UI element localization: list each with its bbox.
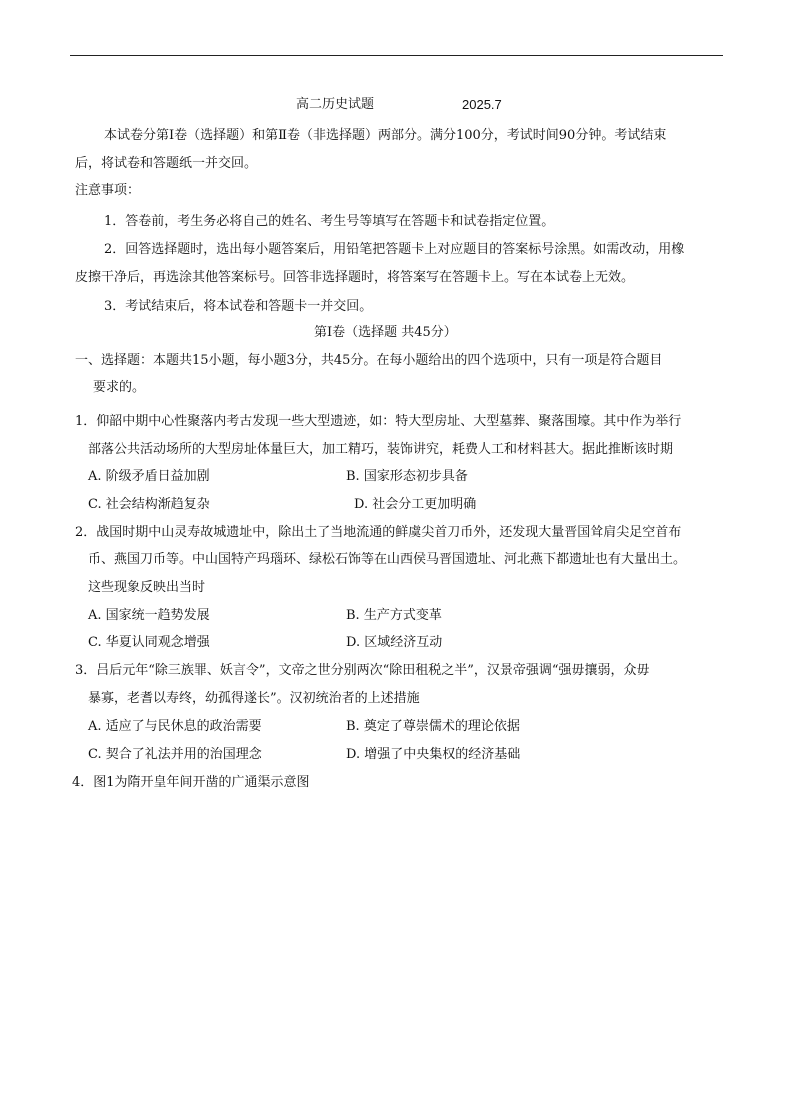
note-2-line-1: 2．回答选择题时，选出每小题答案后，用铅笔把答题卡上对应题目的答案标号涂黑。如需改动，用橡	[104, 242, 685, 257]
exam-title: 高二历史试题	[296, 97, 375, 112]
notes-heading: 注意事项：	[75, 183, 141, 198]
section-heading: 第Ⅰ卷（选择题 共45分）	[314, 325, 457, 340]
exam-date: 2025.7	[462, 97, 502, 112]
question-3-option-d: D. 增强了中央集权的经济基础	[346, 747, 521, 762]
note-3: 3．考试结束后，将本试卷和答题卡一并交回。	[104, 299, 373, 314]
question-1-option-b: B. 国家形态初步具备	[346, 469, 468, 484]
question-1-line-1: 1．仰韶中期中心性聚落内考古发现一些大型遗迹，如：特大型房址、大型墓葬、聚落围壕。其中作为举行	[75, 414, 682, 429]
question-2-option-a: A. 国家统一趋势发展	[88, 608, 210, 623]
question-4-line-1: 4．图1为隋开皇年间开凿的广通渠示意图	[72, 775, 310, 790]
section-instructions-line-1: 一、选择题：本题共15小题，每小题3分，共45分。在每小题给出的四个选项中，只有一项是符合题目	[75, 353, 663, 368]
header-rule	[70, 55, 723, 56]
question-2-line-1: 2．战国时期中山灵寿故城遗址中，除出土了当地流通的鲜虞尖首刀币外，还发现大量晋国耸肩尖足空首布	[75, 525, 682, 540]
question-2-option-d: D. 区域经济互动	[346, 635, 443, 650]
intro-line-1: 本试卷分第Ⅰ卷（选择题）和第Ⅱ卷（非选择题）两部分。满分100分，考试时间90分钟。考试结束	[104, 128, 667, 143]
question-2-line-3: 这些现象反映出当时	[88, 580, 206, 595]
note-2-line-2: 皮擦干净后，再选涂其他答案标号。回答非选择题时，将答案写在答题卡上。写在本试卷上无效。	[75, 270, 635, 285]
question-3-option-c: C. 契合了礼法并用的治国理念	[88, 747, 262, 762]
question-2-option-b: B. 生产方式变革	[346, 608, 442, 623]
question-2-line-2: 币、燕国刀币等。中山国特产玛瑙环、绿松石饰等在山西侯马晋国遗址、河北燕下都遗址也有大量出土。	[88, 552, 687, 567]
question-1-option-a: A. 阶级矛盾日益加剧	[88, 469, 210, 484]
question-3-line-2: 暴寡，老耆以寿终，幼孤得遂长”。汉初统治者的上述措施	[88, 691, 420, 706]
note-1: 1．答卷前，考生务必将自己的姓名、考生号等填写在答题卡和试卷指定位置。	[104, 214, 555, 229]
intro-line-2: 后，将试卷和答题纸一并交回。	[75, 156, 258, 171]
question-1-option-d: D. 社会分工更加明确	[354, 497, 477, 512]
section-instructions-line-2: 要求的。	[93, 380, 146, 395]
question-3-option-a: A. 适应了与民休息的政治需要	[88, 719, 262, 734]
question-1-line-2: 部落公共活动场所的大型房址体量巨大，加工精巧，装饰讲究，耗费人工和材料甚大。据此推断该时期	[88, 442, 674, 457]
question-2-option-c: C. 华夏认同观念增强	[88, 635, 210, 650]
question-3-line-1: 3．吕后元年“除三族罪、妖言令”，文帝之世分别两次“除田租税之半”，汉景帝强调“强毋攘弱，众毋	[75, 663, 650, 678]
question-3-option-b: B. 奠定了尊崇儒术的理论依据	[346, 719, 520, 734]
question-1-option-c: C. 社会结构渐趋复杂	[88, 497, 210, 512]
